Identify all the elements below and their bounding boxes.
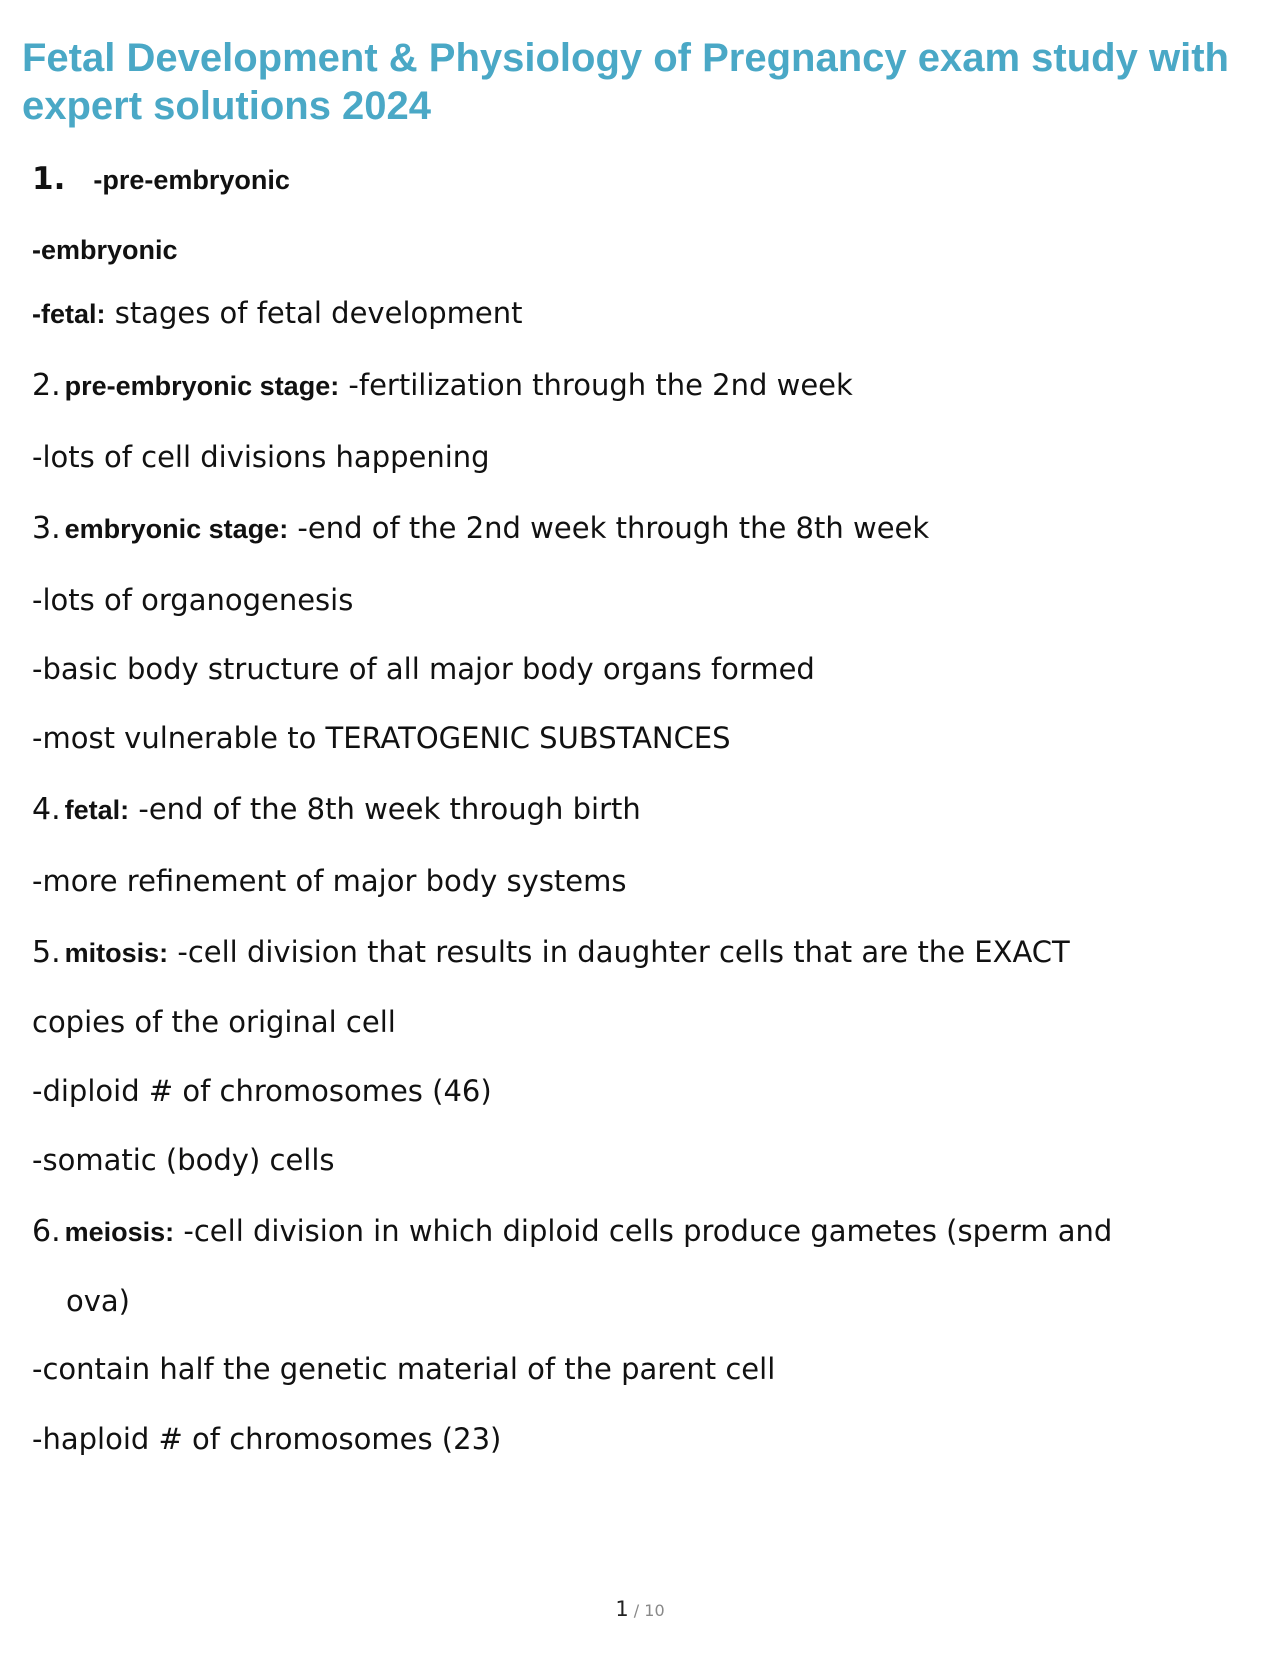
item-term: meiosis: bbox=[64, 1217, 175, 1247]
item-text: -fertilization through the 2nd week bbox=[339, 368, 853, 402]
study-line bbox=[32, 229, 178, 270]
item-text: copies of the original cell bbox=[32, 1005, 396, 1039]
total-pages-label: / 10 bbox=[628, 1601, 665, 1620]
item-text: -somatic (body) cells bbox=[32, 1143, 335, 1177]
item-number: 6. bbox=[32, 1214, 61, 1249]
item-text: -contain half the genetic material of the parent cell bbox=[32, 1352, 776, 1386]
item-text: -most vulnerable to TERATOGENIC SUBSTANCES bbox=[32, 721, 731, 755]
study-line bbox=[32, 649, 815, 689]
item-number: 4. bbox=[32, 792, 61, 827]
page-indicator bbox=[0, 1597, 1280, 1621]
item-text: -diploid # of chromosomes (46) bbox=[32, 1074, 492, 1108]
item-term: -pre-embryonic bbox=[93, 165, 290, 195]
item-text: -end of the 2nd week through the 8th week bbox=[288, 511, 930, 545]
item-term: mitosis: bbox=[64, 938, 169, 968]
item-number: 1. bbox=[32, 161, 66, 197]
item-text: -lots of organogenesis bbox=[32, 583, 354, 617]
study-line bbox=[32, 293, 523, 334]
item-text: -cell division in which diploid cells produce gametes (sperm and bbox=[174, 1214, 1113, 1248]
study-item-1 bbox=[32, 159, 290, 200]
study-line bbox=[66, 1281, 130, 1321]
study-item-3 bbox=[32, 508, 929, 549]
item-term: -embryonic bbox=[32, 235, 178, 265]
document-title: Fetal Development & Physiology of Pregnancy exam study with expert solutions 2024 bbox=[22, 36, 1229, 128]
study-item-5 bbox=[32, 932, 1070, 973]
item-number: 5. bbox=[32, 935, 61, 970]
item-text: stages of fetal development bbox=[105, 296, 523, 330]
item-text: -cell division that results in daughter cells that are the EXACT bbox=[168, 935, 1070, 969]
study-line bbox=[32, 437, 490, 477]
study-line bbox=[32, 580, 353, 620]
item-term: pre-embryonic stage: bbox=[64, 371, 340, 401]
study-item-2 bbox=[32, 365, 853, 406]
study-line bbox=[32, 1349, 775, 1389]
current-page-number: 1 bbox=[615, 1597, 629, 1621]
item-text: -basic body structure of all major body organs formed bbox=[32, 652, 815, 686]
item-text: -end of the 8th week through birth bbox=[129, 792, 641, 826]
study-line bbox=[32, 1140, 335, 1180]
item-number: 2. bbox=[32, 368, 61, 403]
study-item-4 bbox=[32, 789, 641, 830]
item-text: -more refinement of major body systems bbox=[32, 864, 627, 898]
item-term: fetal: bbox=[64, 795, 130, 825]
item-text: ova) bbox=[66, 1284, 130, 1318]
study-line bbox=[32, 861, 627, 901]
item-text: -lots of cell divisions happening bbox=[32, 440, 490, 474]
item-number: 3. bbox=[32, 511, 61, 546]
item-term: embryonic stage: bbox=[64, 514, 289, 544]
study-line bbox=[32, 1002, 396, 1042]
item-term: -fetal: bbox=[32, 299, 106, 329]
item-text: -haploid # of chromosomes (23) bbox=[32, 1422, 502, 1456]
study-item-6 bbox=[32, 1211, 1112, 1252]
study-line bbox=[32, 718, 731, 758]
study-line bbox=[32, 1071, 492, 1111]
study-line bbox=[32, 1419, 501, 1459]
